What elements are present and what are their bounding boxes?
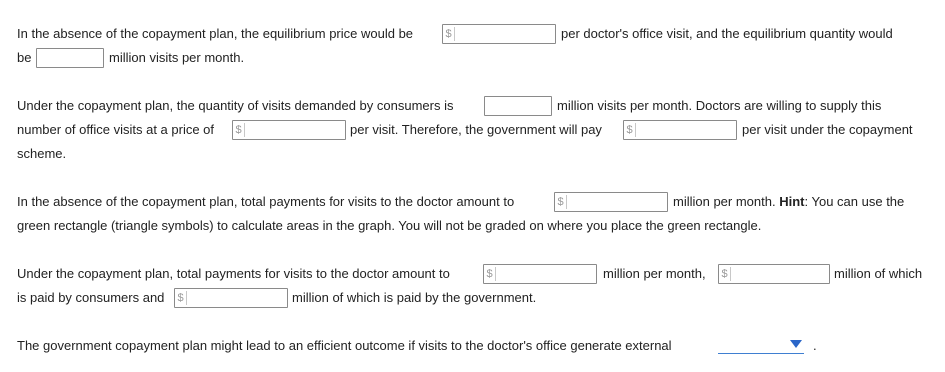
- q2-text-5: per visit under the copayment: [742, 122, 913, 137]
- total-payments-plan-input[interactable]: [483, 264, 597, 284]
- supply-price-input[interactable]: [232, 120, 346, 140]
- consumer-share-field[interactable]: [731, 265, 829, 283]
- q1-text-4: million visits per month.: [109, 50, 245, 65]
- q5-text-1: The government copayment plan might lead to an efficient outcome if visits to the doctor's office generate external: [17, 338, 672, 353]
- total-payments-plan-field[interactable]: [496, 265, 596, 283]
- q1-text-1: In the absence of the copayment plan, the equilibrium price would be: [17, 26, 414, 41]
- quantity-demanded-field[interactable]: [485, 97, 551, 115]
- supply-price-field[interactable]: [245, 121, 345, 139]
- hint-label: Hint: [779, 194, 805, 209]
- q4-text-3: million of which: [834, 266, 923, 281]
- dollar-sign: $: [233, 123, 245, 137]
- dollar-sign: $: [624, 123, 636, 137]
- q2-text-3: number of office visits at a price of: [17, 122, 215, 137]
- dollar-sign: $: [443, 27, 455, 41]
- total-payments-no-plan-field[interactable]: [567, 193, 667, 211]
- chevron-down-icon: [790, 340, 802, 348]
- q4-text-1: Under the copayment plan, total payments for visits to the doctor amount to: [17, 266, 450, 281]
- government-pays-field[interactable]: [636, 121, 736, 139]
- equilibrium-quantity-input[interactable]: [36, 48, 104, 68]
- dollar-sign: $: [555, 195, 567, 209]
- equilibrium-price-input[interactable]: [442, 24, 556, 44]
- government-share-input[interactable]: [174, 288, 288, 308]
- q2-text-4: per visit. Therefore, the government will pay: [350, 122, 602, 137]
- quantity-demanded-input[interactable]: [484, 96, 552, 116]
- q3-text-2: million per month. Hint: You can use the: [673, 194, 905, 209]
- consumer-share-input[interactable]: [718, 264, 830, 284]
- q3-text-4: green rectangle (triangle symbols) to calculate areas in the graph. You will not be graded on where you place the green rectangle.: [17, 218, 762, 233]
- total-payments-no-plan-input[interactable]: [554, 192, 668, 212]
- externality-dropdown[interactable]: [718, 334, 804, 354]
- q5-period: .: [813, 338, 817, 353]
- government-pays-input[interactable]: [623, 120, 737, 140]
- dollar-sign: $: [719, 267, 731, 281]
- q3-text-1: In the absence of the copayment plan, total payments for visits to the doctor amount to: [17, 194, 515, 209]
- q1-text-2: per doctor's office visit, and the equilibrium quantity would: [561, 26, 893, 41]
- q4-text-4: is paid by consumers and: [17, 290, 165, 305]
- q2-text-6: scheme.: [17, 146, 67, 161]
- dollar-sign: $: [484, 267, 496, 281]
- q4-text-2: million per month,: [603, 266, 706, 281]
- equilibrium-price-field[interactable]: [455, 25, 555, 43]
- government-share-field[interactable]: [187, 289, 287, 307]
- q2-text-2: million visits per month. Doctors are willing to supply this: [557, 98, 882, 113]
- q4-text-5: million of which is paid by the government.: [292, 290, 537, 305]
- equilibrium-quantity-field[interactable]: [37, 49, 103, 67]
- q2-text-1: Under the copayment plan, the quantity of visits demanded by consumers is: [17, 98, 454, 113]
- q1-text-3: be: [17, 50, 32, 65]
- dollar-sign: $: [175, 291, 187, 305]
